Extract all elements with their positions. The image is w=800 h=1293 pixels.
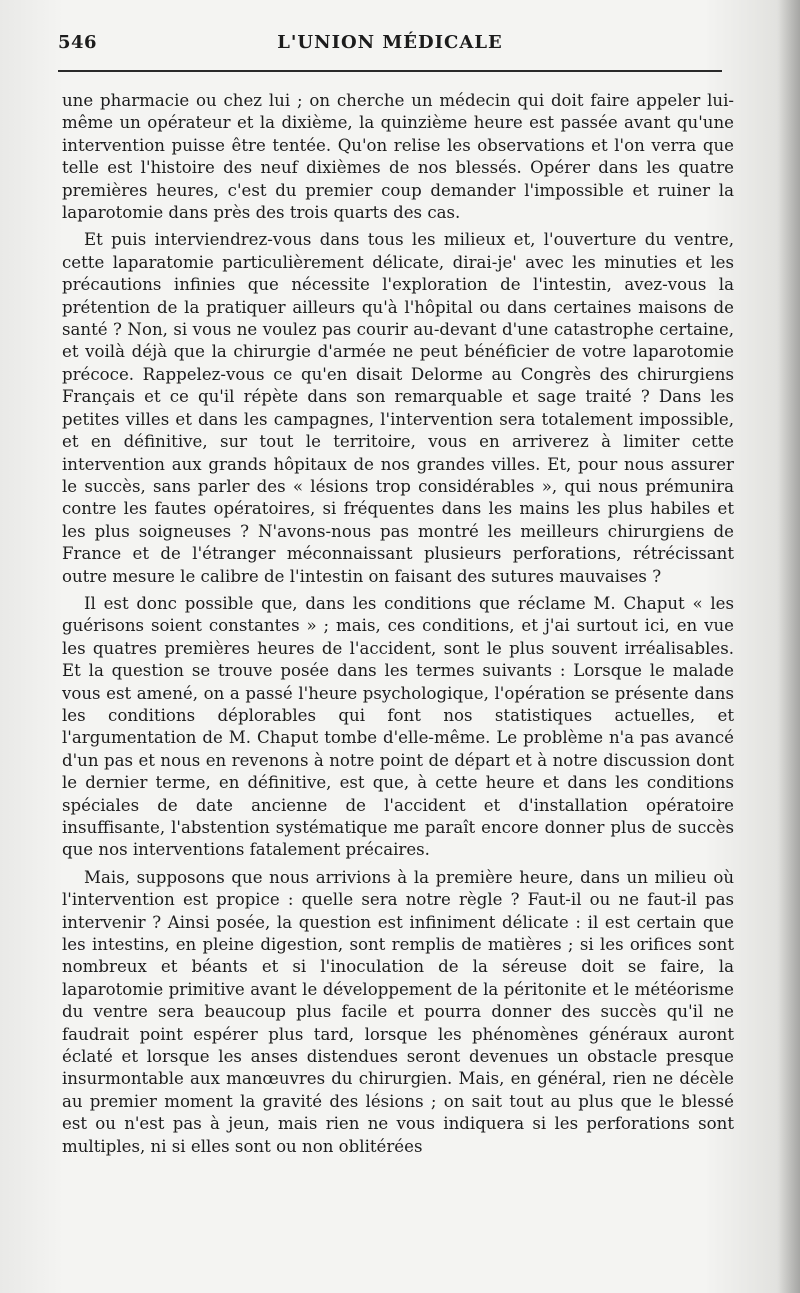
paragraph-1: une pharmacie ou chez lui ; on cherche un médecin qui doit faire appeler lui-même un opérateur et la dixième, la quinzième heure est passée avant qu'une intervention puisse être tentée. Qu'on relise les observations et l'on verra que telle est l'histoire des neuf dixièmes de nos blessés. Opérer dans les quatre premières heures, c'est du premier coup demander l'impossible et ruiner la laparotomie dans près des trois quarts des cas. <box>62 91 734 223</box>
journal-title: L'UNION MÉDICALE <box>277 32 503 53</box>
paragraph-4: Mais, supposons que nous arrivions à la première heure, dans un milieu où l'intervention est propice : quelle sera notre règle ? Faut-il ou ne faut-il pas intervenir ? Ainsi posée, la question est infiniment délicate : il est certain que les intestins, en pleine digestion, sont remplis de matières ; si les orifices sont nombreux et béants et si l'inoculation de la séreuse doit se faire, la laparotomie primitive avant le développement de la péritonite et le météorisme du ventre sera beaucoup plus facile et pourra donner des succès qu'il ne faudrait point espérer plus tard, lorsque les phénomènes généraux auront éclaté et lorsque les anses distendues seront devenues un obstacle presque insurmontable aux manœuvres du chirurgien. Mais, en général, rien ne décèle au premier moment la gravité des lésions ; on sait tout au plus que le blessé est ou n'est pas à jeun, mais rien ne vous indiquera si les perforations sont multiples, ni si elles sont ou non oblitérées <box>62 867 734 1156</box>
header-rule <box>58 70 722 72</box>
body-text <box>62 90 734 1163</box>
page-header <box>58 32 722 62</box>
paragraph-2: Et puis interviendrez-vous dans tous les milieux et, l'ouverture du ventre, cette laparatomie particulièrement délicate, dirai-je' avec les minuties et les précautions infinies que nécessite l'exploration de l'intestin, avez-vous la prétention de la pratiquer ailleurs qu'à l'hôpital ou dans certaines maisons de santé ? Non, si vous ne voulez pas courir au-devant d'une catastrophe certaine, et voilà déjà que la chirurgie d'armée ne peut bénéficier de votre laparotomie précoce. Rappelez-vous ce qu'en disait Delorme au Congrès des chirurgiens Français et ce qu'il répète dans son remarquable et sage traité ? Dans les petites villes et dans les campagnes, l'intervention sera totalement impossible, et en définitive, sur tout le territoire, vous en arriverez à limiter cette intervention aux grands hôpitaux de nos grandes villes. Et, pour nous assurer le succès, sans parler des « lésions trop considérables », qui nous prémunira contre les fautes opératoires, si fréquentes dans les mains les plus habiles et les plus soigneuses ? N'avons-nous pas montré les meilleurs chirurgiens de France et de l'étranger méconnaissant plusieurs perforations, rétrécissant outre mesure le calibre de l'intestin on faisant des sutures mauvaises ? <box>62 230 734 586</box>
paragraph-3: Il est donc possible que, dans les conditions que réclame M. Chaput « les guérisons soient constantes » ; mais, ces conditions, et j'ai surtout ici, en vue les quatres premières heures de l'accident, sont le plus souvent irréalisables. Et la question se trouve posée dans les termes suivants : Lorsque le malade vous est amené, on a passé l'heure psychologique, l'opération se présente dans les conditions déplorables qui font nos statistiques actuelles, et l'argumentation de M. Chaput tombe d'elle-même. Le problème n'a pas avancé d'un pas et nous en revenons à notre point de départ et à notre discussion dont le dernier terme, en définitive, est que, à cette heure et dans les conditions spéciales de date ancienne de l'accident et d'installation opératoire insuffisante, l'abstention systématique me paraît encore donner plus de succès que nos interventions fatalement précaires. <box>62 593 734 860</box>
page-number: 546 <box>58 32 98 53</box>
page-edge-shadow <box>778 0 800 1293</box>
